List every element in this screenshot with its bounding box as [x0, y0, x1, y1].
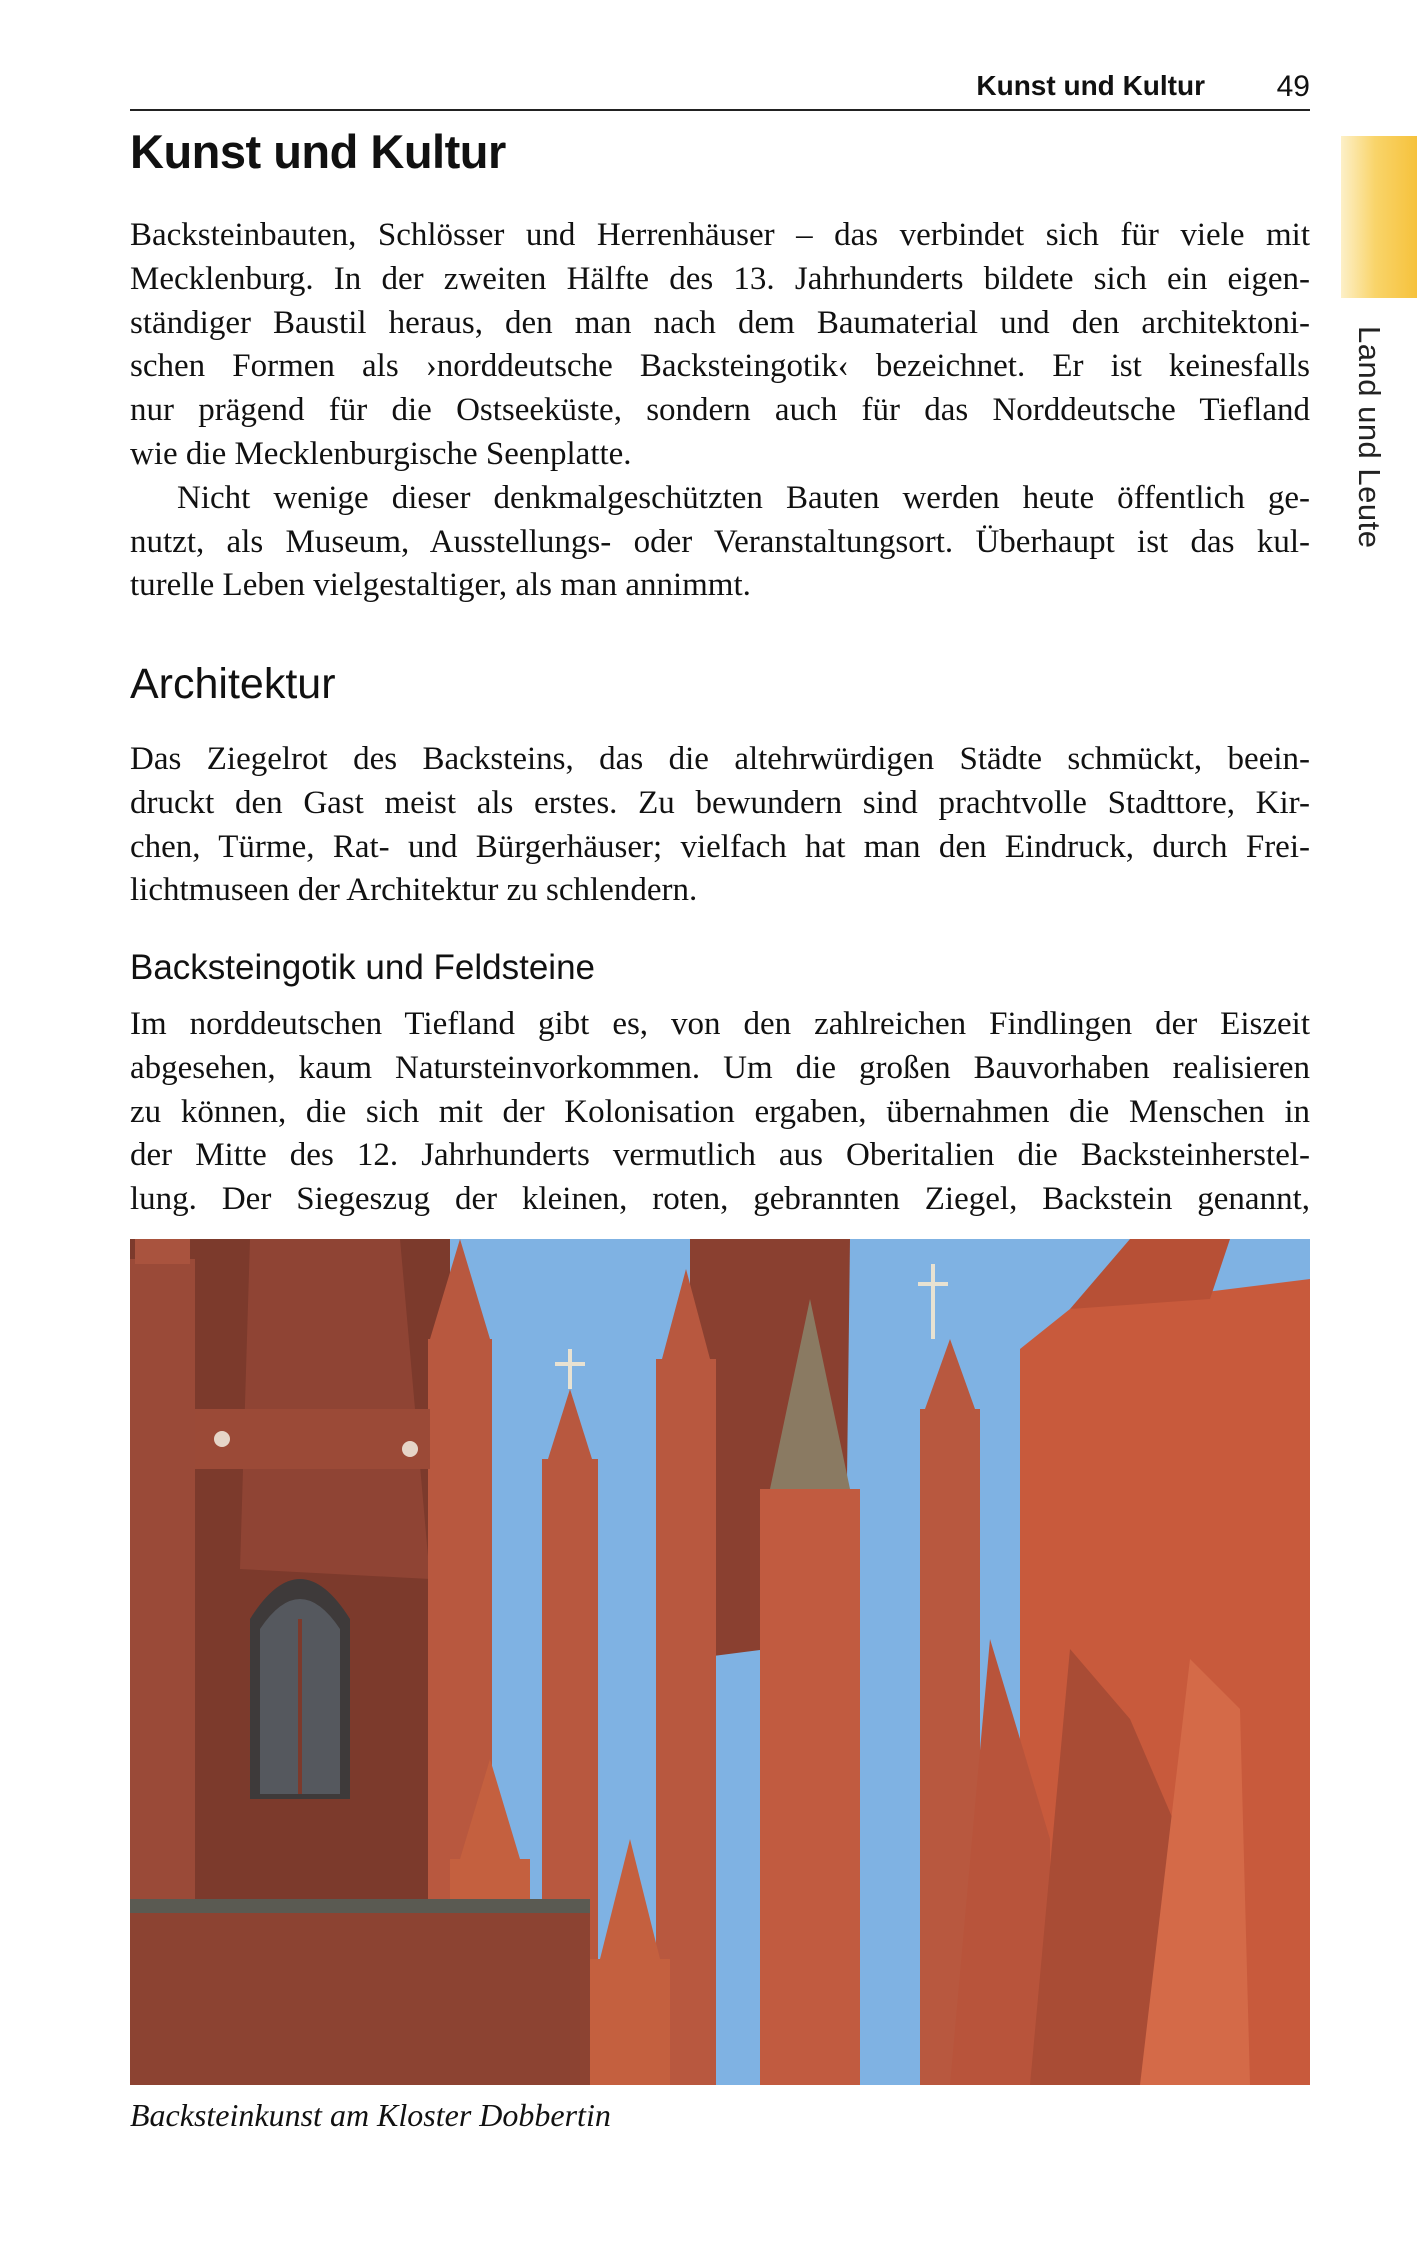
- section-side-label-text: Land und Leute: [1352, 326, 1387, 549]
- text-line: Nicht wenige dieser denkmalgeschützten Bauten werden heute öffentlich ge-: [177, 479, 1310, 516]
- section-side-label: [1347, 326, 1387, 566]
- text-line: nur prägend für die Ostseeküste, sondern auch für das Norddeutsche Tiefland: [130, 392, 1310, 429]
- intro-text: [130, 214, 1310, 608]
- text-line: zu können, die sich mit der Kolonisation ergaben, übernahmen die Menschen in: [130, 1093, 1310, 1130]
- section-heading-architektur: Architektur: [130, 660, 336, 708]
- text-line: Das Ziegelrot des Backsteins, das die altehrwürdigen Städte schmückt, beein-: [130, 741, 1310, 777]
- chapter-title: Kunst und Kultur: [130, 125, 506, 178]
- text-line: chen, Türme, Rat- und Bürgerhäuser; vielfach hat man den Eindruck, durch Frei-: [130, 828, 1310, 865]
- photo-brick-gothic-church: [130, 1239, 1310, 2085]
- text-line: schen Formen als ›norddeutsche Backsteingotik‹ bezeichnet. Er ist keinesfalls: [130, 348, 1310, 385]
- text-line: Backsteinbauten, Schlösser und Herrenhäuser – das verbindet sich für viele mit: [130, 217, 1310, 253]
- text-line: druckt den Gast meist als erstes. Zu bewundern sind prachtvolle Stadttore, Kir-: [130, 784, 1310, 821]
- architektur-text: [130, 738, 1310, 913]
- text-line: Mecklenburg. In der zweiten Hälfte des 13. Jahrhunderts bildete sich ein eigen-: [130, 260, 1310, 297]
- text-line: Im norddeutschen Tiefland gibt es, von den zahlreichen Findlingen der Eiszeit: [130, 1006, 1310, 1042]
- photo-caption: Backsteinkunst am Kloster Dobbertin: [130, 2097, 611, 2133]
- text-line: nutzt, als Museum, Ausstellungs- oder Veranstaltungsort. Überhaupt ist das kul-: [130, 523, 1310, 560]
- text-line: lichtmuseen der Architektur zu schlendern.: [130, 872, 698, 909]
- running-title: Kunst und Kultur: [976, 70, 1205, 101]
- section-tab-marker: [1341, 136, 1417, 298]
- text-line: turelle Leben vielgestaltiger, als man annimmt.: [130, 567, 751, 604]
- text-line: der Mitte des 12. Jahrhunderts vermutlich aus Oberitalien die Backsteinherstel-: [130, 1137, 1310, 1174]
- text-line: wie die Mecklenburgische Seenplatte.: [130, 435, 632, 472]
- text-line: ständiger Baustil heraus, den man nach dem Baumaterial und den architektoni-: [130, 304, 1310, 341]
- running-head: [130, 68, 1310, 108]
- subsection-heading-feldsteine: Backsteingotik und Feldsteine: [130, 948, 595, 987]
- text-line: abgesehen, kaum Natursteinvorkommen. Um die großen Bauvorhaben realisieren: [130, 1049, 1310, 1086]
- feldsteine-text: [130, 1003, 1310, 1222]
- header-rule: [130, 109, 1310, 111]
- page-number: 49: [1276, 70, 1310, 103]
- text-line: lung. Der Siegeszug der kleinen, roten, gebrannten Ziegel, Backstein genannt,: [130, 1181, 1310, 1218]
